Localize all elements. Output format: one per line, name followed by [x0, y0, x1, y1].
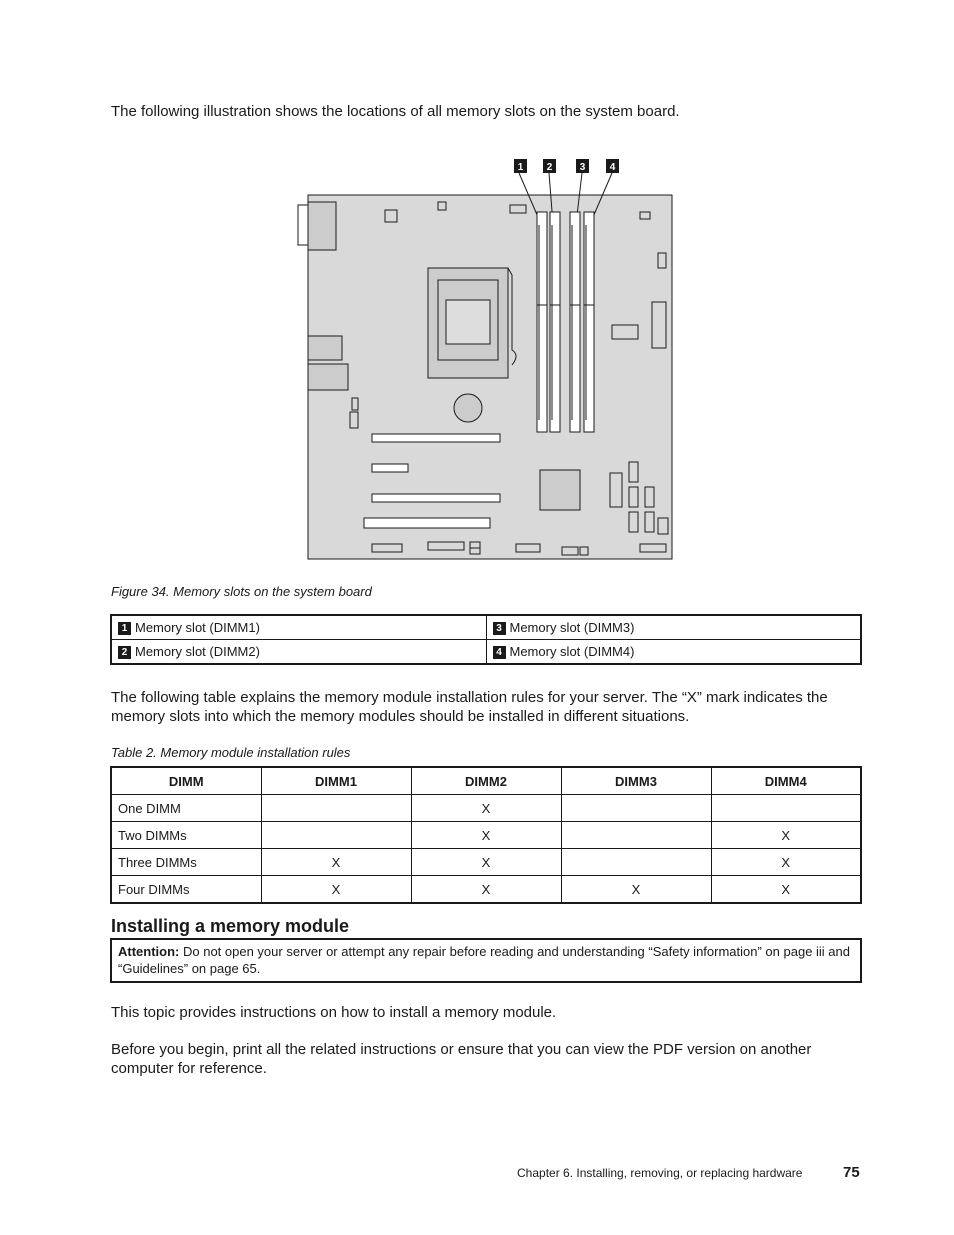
legend-badge: 1 — [118, 622, 131, 635]
column-header: DIMM1 — [261, 767, 411, 795]
row-label: Three DIMMs — [111, 849, 261, 876]
legend-badge: 2 — [118, 646, 131, 659]
table-cell: X — [561, 876, 711, 904]
row-label: Two DIMMs — [111, 822, 261, 849]
table-row — [111, 849, 861, 876]
legend-text: Memory slot (DIMM3) — [509, 619, 635, 635]
attention-text: Do not open your server or attempt any repair before reading and understanding “Safety information” on page iii and “Guidelines” on page 65. — [118, 944, 850, 976]
column-header: DIMM4 — [711, 767, 861, 795]
table-cell: X — [711, 822, 861, 849]
table-cell: X — [711, 849, 861, 876]
table-cell — [711, 795, 861, 822]
callout-4: 4 — [609, 162, 616, 173]
table-cell: X — [261, 876, 411, 904]
attention-box — [110, 938, 862, 983]
table-row — [111, 876, 861, 904]
table-cell — [561, 795, 711, 822]
table-header-row — [111, 767, 861, 795]
rules-intro-paragraph: The following table explains the memory module installation rules for your server. The “X” mark indicates the memory slots into which the memory modules should be installed in different situations. — [111, 689, 828, 725]
table-cell: X — [411, 822, 561, 849]
callout-1: 1 — [517, 162, 524, 173]
table-cell: X — [411, 876, 561, 904]
table-row — [111, 615, 861, 640]
legend-cell — [111, 640, 486, 665]
table-cell — [261, 795, 411, 822]
table-caption: Table 2. Memory module installation rules — [111, 745, 351, 760]
table-cell — [261, 822, 411, 849]
figure-caption: Figure 34. Memory slots on the system board — [111, 584, 372, 599]
column-header: DIMM3 — [561, 767, 711, 795]
table-cell: X — [411, 795, 561, 822]
column-header: DIMM2 — [411, 767, 561, 795]
legend-table — [110, 614, 862, 665]
legend-text: Memory slot (DIMM2) — [135, 643, 260, 659]
legend-badge: 4 — [493, 646, 506, 659]
section-heading: Installing a memory module — [111, 916, 350, 936]
legend-cell — [486, 640, 861, 665]
legend-badge: 3 — [493, 622, 506, 635]
table-cell — [561, 849, 711, 876]
footer-chapter: Chapter 6. Installing, removing, or replacing hardware — [517, 1166, 803, 1180]
table-row — [111, 822, 861, 849]
system-board-illustration — [290, 150, 690, 565]
legend-text: Memory slot (DIMM1) — [135, 619, 260, 635]
table-row — [111, 795, 861, 822]
topic-paragraph: This topic provides instructions on how to install a memory module. — [111, 1004, 557, 1021]
table-cell: X — [261, 849, 411, 876]
table-cell — [561, 822, 711, 849]
before-you-begin-paragraph: Before you begin, print all the related instructions or ensure that you can view the PDF version on another computer for reference. — [111, 1041, 812, 1077]
table-row — [111, 640, 861, 665]
page-number: 75 — [843, 1164, 860, 1181]
callout-3: 3 — [579, 162, 586, 173]
attention-label: Attention: — [118, 944, 180, 959]
callout-badges — [514, 159, 619, 173]
row-label: Four DIMMs — [111, 876, 261, 904]
callout-2: 2 — [546, 162, 553, 173]
table-cell: X — [411, 849, 561, 876]
memory-rules-table — [110, 766, 862, 904]
intro-paragraph: The following illustration shows the locations of all memory slots on the system board. — [111, 103, 680, 120]
legend-text: Memory slot (DIMM4) — [509, 643, 635, 659]
column-header: DIMM — [111, 767, 261, 795]
row-label: One DIMM — [111, 795, 261, 822]
table-cell: X — [711, 876, 861, 904]
legend-cell — [486, 615, 861, 640]
legend-cell — [111, 615, 486, 640]
